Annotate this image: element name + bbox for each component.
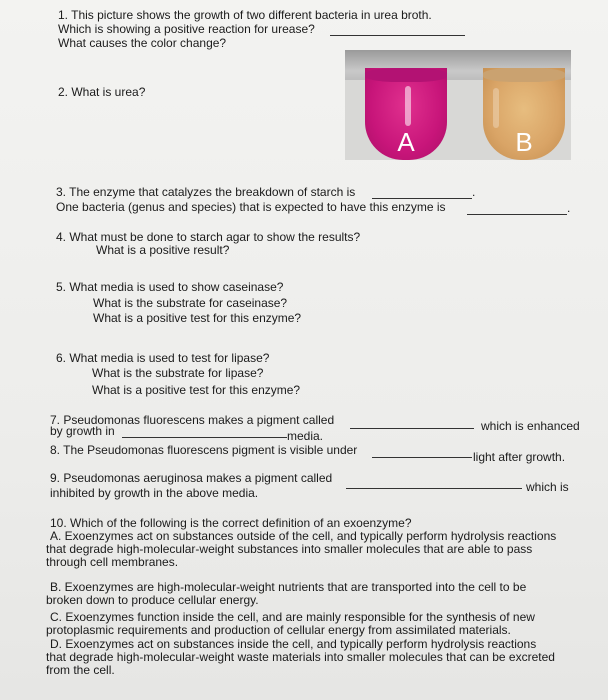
q6-line1: 6. What media is used to test for lipase? (56, 351, 270, 365)
q10-option-b-line1: B. Exoenzymes are high-molecular-weight nutrients that are transported into the cell to be (50, 580, 527, 594)
urea-broth-tubes-photo (345, 50, 571, 160)
q8-line1: 8. The Pseudomonas fluorescens pigment is visible under (50, 443, 358, 457)
q1-line1: 1. This picture shows the growth of two different bacteria in urea broth. (58, 8, 432, 22)
q3-line1: 3. The enzyme that catalyzes the breakdown of starch is (56, 185, 356, 199)
q10-option-d-line1: D. Exoenzymes act on substances inside the cell, and typically perform hydrolysis reactions (50, 637, 537, 651)
q9-line1-end: which is (526, 480, 569, 494)
q7-line2-end: media. (287, 429, 324, 443)
q1-line3: What causes the color change? (58, 36, 227, 50)
q10-option-a-line3: through cell membranes. (46, 555, 179, 569)
q3-enzyme-blank (372, 198, 472, 199)
q3-line2-end: . (567, 201, 571, 215)
q10-option-c-line1: C. Exoenzymes function inside the cell, and are mainly responsible for the synthesis of new (50, 610, 535, 624)
q5-line3: What is a positive test for this enzyme? (93, 311, 302, 325)
q10-option-d-line2: that degrade high-molecular-weight waste materials into smaller molecules that can be excreted (46, 650, 555, 664)
q3-organism-blank (467, 214, 567, 215)
q5-line1: 5. What media is used to show caseinase? (56, 280, 284, 294)
q7-line1-end: which is enhanced (481, 419, 580, 433)
q10-option-a-line2: that degrade high-molecular-weight substances into smaller molecules that are able to pass (46, 542, 533, 556)
q3-line1-end: . (472, 185, 476, 199)
q3-line2: One bacteria (genus and species) that is expected to have this enzyme is (56, 200, 446, 214)
q2-line1: 2. What is urea? (58, 85, 146, 99)
q9-pigment-blank (346, 488, 522, 489)
q6-line3: What is a positive test for this enzyme? (92, 383, 301, 397)
q10-stem: 10. Which of the following is the correct definition of an exoenzyme? (50, 516, 412, 530)
q9-line1: 9. Pseudomonas aeruginosa makes a pigment called (50, 471, 333, 485)
q8-line1-end: light after growth. (473, 450, 566, 464)
q10-option-a-line1: A. Exoenzymes act on substances outside of the cell, and typically perform hydrolysis reactions (50, 529, 557, 543)
q1-answer-blank (330, 35, 465, 36)
q1-line2: Which is showing a positive reaction for urease? (58, 22, 315, 36)
q7-line2: by growth in (50, 424, 115, 438)
q9-line2: inhibited by growth in the above media. (50, 486, 259, 500)
q10-option-b-line2: broken down to produce cellular energy. (46, 593, 259, 607)
q10-option-c-line2: protoplasmic requirements and production of cellular energy from assimilated materials. (46, 623, 511, 637)
tube-b-label: B (515, 127, 533, 157)
q7-line1: 7. Pseudomonas fluorescens makes a pigment called (50, 413, 335, 427)
q8-light-blank (372, 457, 472, 458)
q6-line2: What is the substrate for lipase? (92, 366, 264, 380)
q7-pigment-blank (350, 428, 474, 429)
tube-a-label: A (397, 127, 415, 157)
q4-line2: What is a positive result? (96, 243, 230, 257)
q5-line2: What is the substrate for caseinase? (93, 296, 288, 310)
q10-option-d-line3: from the cell. (46, 663, 115, 677)
q7-media-blank (122, 437, 287, 438)
q4-line1: 4. What must be done to starch agar to show the results? (56, 230, 361, 244)
